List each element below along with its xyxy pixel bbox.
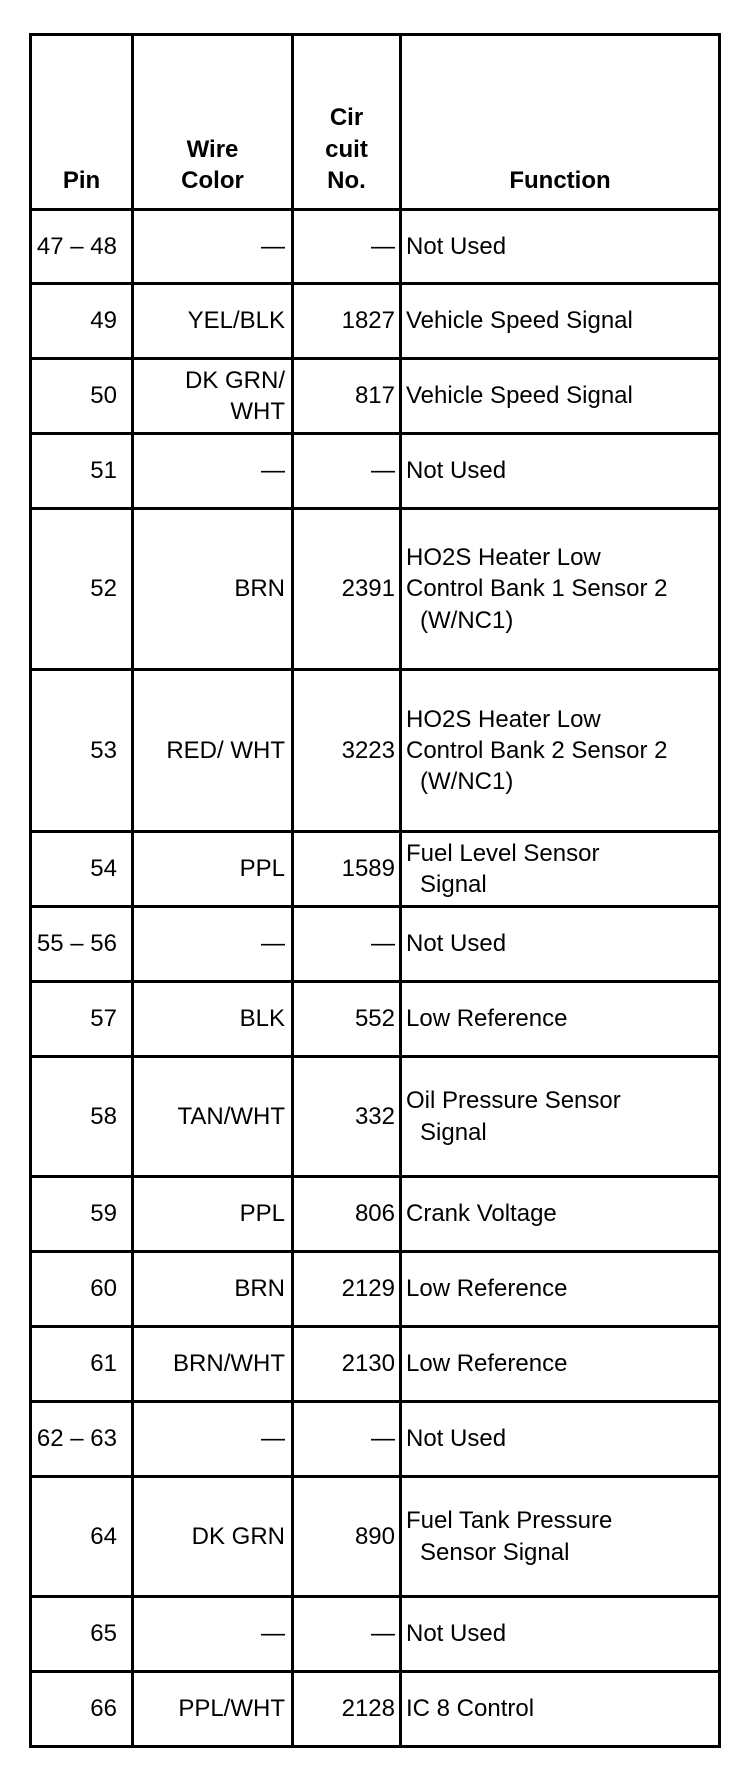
function-cell — [401, 1477, 720, 1597]
function-line: Not Used — [406, 1620, 507, 1648]
function-line: Crank Voltage — [406, 1200, 557, 1228]
function-line: Signal — [420, 1118, 487, 1146]
function-line: Vehicle Speed Signal — [406, 382, 633, 410]
function-cell — [401, 210, 720, 284]
pin-cell: 66 — [31, 1672, 133, 1747]
function-cell — [401, 509, 720, 670]
function-line: Not Used — [406, 1425, 507, 1453]
pin-cell: 55 – 56 — [31, 907, 133, 982]
function-line: IC 8 Control — [406, 1695, 535, 1723]
header-circuit-no: Cir cuit No. — [293, 35, 401, 210]
wire-color-cell: DK GRN — [133, 1477, 293, 1597]
table-header-row — [31, 35, 720, 210]
wire-color-cell: — — [133, 1402, 293, 1477]
function-line: Oil Pressure Sensor — [406, 1087, 621, 1115]
table-row — [31, 210, 720, 284]
pin-cell: 54 — [31, 832, 133, 907]
pin-cell: 53 — [31, 670, 133, 832]
table-row — [31, 359, 720, 434]
wire-color-cell: DK GRN/ WHT — [133, 359, 293, 434]
wire-color-cell: BLK — [133, 982, 293, 1057]
circuit-number-cell: 3223 — [293, 670, 401, 832]
function-cell — [401, 1597, 720, 1672]
pin-cell: 52 — [31, 509, 133, 670]
table-row — [31, 982, 720, 1057]
function-line: Fuel Level Sensor — [406, 839, 600, 867]
circuit-number-cell: — — [293, 210, 401, 284]
wire-color-cell: BRN — [133, 1252, 293, 1327]
circuit-number-cell: 1589 — [293, 832, 401, 907]
circuit-number-cell: — — [293, 1402, 401, 1477]
pin-cell: 64 — [31, 1477, 133, 1597]
circuit-number-cell: 2391 — [293, 509, 401, 670]
wire-color-cell: BRN/WHT — [133, 1327, 293, 1402]
function-cell — [401, 907, 720, 982]
pin-cell: 61 — [31, 1327, 133, 1402]
table-row — [31, 907, 720, 982]
function-line: Low Reference — [406, 1350, 568, 1378]
circuit-number-cell: — — [293, 434, 401, 509]
function-cell — [401, 1327, 720, 1402]
pin-cell: 62 – 63 — [31, 1402, 133, 1477]
table-row — [31, 1477, 720, 1597]
circuit-number-cell: 332 — [293, 1057, 401, 1177]
circuit-number-cell: 1827 — [293, 284, 401, 359]
table-row — [31, 832, 720, 907]
function-line: (W/NC1) — [420, 768, 514, 796]
pin-cell: 47 – 48 — [31, 210, 133, 284]
circuit-number-cell: 890 — [293, 1477, 401, 1597]
wire-color-cell: PPL/WHT — [133, 1672, 293, 1747]
table-row — [31, 1597, 720, 1672]
function-line: Not Used — [406, 930, 507, 958]
table-row — [31, 509, 720, 670]
function-cell — [401, 434, 720, 509]
table-row — [31, 670, 720, 832]
pin-cell: 59 — [31, 1177, 133, 1252]
header-function: Function — [401, 35, 720, 210]
circuit-number-cell: — — [293, 1597, 401, 1672]
wire-color-cell: TAN/WHT — [133, 1057, 293, 1177]
wire-color-cell: YEL/BLK — [133, 284, 293, 359]
function-line: HO2S Heater Low — [406, 544, 601, 572]
function-cell — [401, 1177, 720, 1252]
table-row — [31, 1402, 720, 1477]
table-row — [31, 1252, 720, 1327]
function-cell — [401, 1057, 720, 1177]
pin-cell: 58 — [31, 1057, 133, 1177]
circuit-number-cell: 2128 — [293, 1672, 401, 1747]
function-cell — [401, 284, 720, 359]
wire-color-cell: PPL — [133, 832, 293, 907]
pinout-table — [29, 33, 721, 1748]
function-cell — [401, 832, 720, 907]
function-line: Fuel Tank Pressure — [406, 1507, 613, 1535]
function-cell — [401, 1402, 720, 1477]
function-line: Control Bank 2 Sensor 2 — [406, 736, 668, 764]
circuit-number-cell: 2130 — [293, 1327, 401, 1402]
function-line: Sensor Signal — [420, 1538, 570, 1566]
function-line: HO2S Heater Low — [406, 705, 601, 733]
table-row — [31, 1672, 720, 1747]
table-row — [31, 1057, 720, 1177]
function-line: Low Reference — [406, 1005, 568, 1033]
pin-cell: 65 — [31, 1597, 133, 1672]
function-line: Not Used — [406, 457, 507, 485]
header-wire-color: Wire Color — [133, 35, 293, 210]
function-line: Control Bank 1 Sensor 2 — [406, 575, 668, 603]
circuit-number-cell: 817 — [293, 359, 401, 434]
function-cell — [401, 1252, 720, 1327]
function-cell — [401, 1672, 720, 1747]
function-cell — [401, 359, 720, 434]
function-line: Signal — [420, 871, 487, 898]
circuit-number-cell: 552 — [293, 982, 401, 1057]
connector-pinout-sheet — [29, 33, 718, 1752]
pin-cell: 57 — [31, 982, 133, 1057]
table-row — [31, 434, 720, 509]
circuit-number-cell: 2129 — [293, 1252, 401, 1327]
wire-color-cell: BRN — [133, 509, 293, 670]
wire-color-cell: — — [133, 1597, 293, 1672]
pinout-rows — [31, 210, 720, 1747]
header-pin: Pin — [31, 35, 133, 210]
pin-cell: 60 — [31, 1252, 133, 1327]
pin-cell: 49 — [31, 284, 133, 359]
pin-cell: 51 — [31, 434, 133, 509]
function-cell — [401, 982, 720, 1057]
wire-color-cell: RED/ WHT — [133, 670, 293, 832]
pin-cell: 50 — [31, 359, 133, 434]
circuit-number-cell: 806 — [293, 1177, 401, 1252]
wire-color-cell: — — [133, 210, 293, 284]
function-cell — [401, 670, 720, 832]
circuit-number-cell: — — [293, 907, 401, 982]
function-line: (W/NC1) — [420, 606, 514, 634]
function-line: Vehicle Speed Signal — [406, 307, 633, 335]
wire-color-cell: — — [133, 434, 293, 509]
function-line: Low Reference — [406, 1275, 568, 1303]
table-row — [31, 1177, 720, 1252]
wire-color-cell: PPL — [133, 1177, 293, 1252]
function-line: Not Used — [406, 232, 507, 260]
table-row — [31, 1327, 720, 1402]
wire-color-cell: — — [133, 907, 293, 982]
table-row — [31, 284, 720, 359]
